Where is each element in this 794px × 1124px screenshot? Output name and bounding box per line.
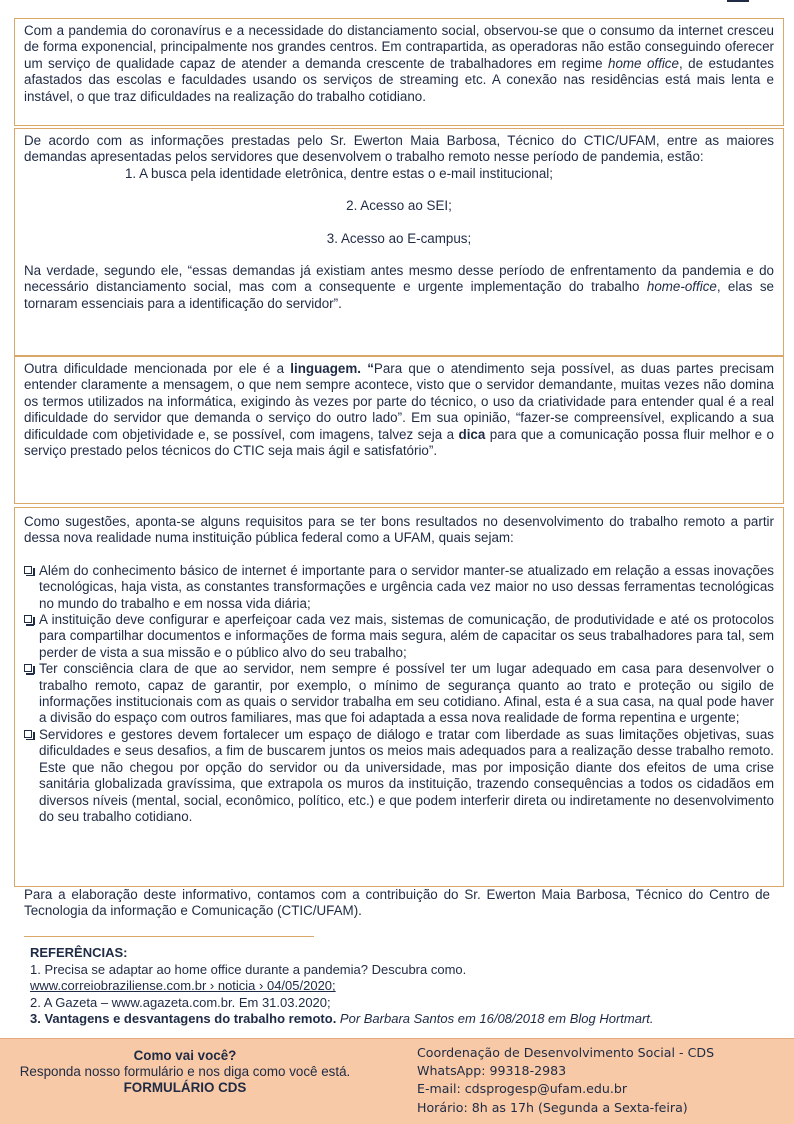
suggestion-text: Servidores e gestores devem fortalecer um espaço de diálogo e tratar com liberdade as suas limitações objetivas, suas dificuldades e seus desafios, a fim de buscarem juntos os meios mais adequados para a realização desse trabalho remoto. Este que não chegou por opção do servidor ou da universidade, mas por imposição diante dos efeitos de uma crise sanitária globalizada gravíssima, que extrapola os muros da instituição, trazendo consequências a todos os cidadãos em diversos níveis (mental, social, econômico, político, etc.) e que podem interferir direta ou indiretamente no desenvolvimento do seu trabalho cotidiano. (39, 726, 774, 824)
reference-2: 2. A Gazeta – www.agazeta.com.br. Em 31.03.2020; (30, 994, 331, 1010)
reference-1: 1. Precisa se adaptar ao home office durante a pandemia? Descubra como. (30, 961, 467, 977)
reference-1-link[interactable]: www.correiobraziliense.com.br › noticia › 04/05/2020; (30, 978, 336, 994)
top-rule (727, 0, 749, 2)
references-divider (24, 936, 314, 937)
footer-hours: Horário: 8h as 17h (Segunda a Sexta-feira) (417, 1099, 688, 1115)
checkbox-bullet-icon (24, 566, 32, 574)
suggestions-box (14, 507, 784, 887)
suggestion-text: Ter consciência clara de que ao servidor, nem sempre é possível ter um lugar adequado em casa para desenvolver o trabalho remoto, capaz de garantir, por exemplo, o mínimo de segurança quanto ao trato e proteção ou sigilo de informações institucionais com as quais o servidor trabalha em seu cotidiano. Afinal, esta é a sua casa, na qual pode haver a divisão do espaço com outros familiares, mas que foi adaptada a essa nova realidade de forma repentina e urgente; (39, 661, 774, 726)
language-text-1: Outra dificuldade mencionada por ele é a (24, 361, 291, 376)
footer-org: Coordenação de Desenvolvimento Social - CDS (417, 1045, 715, 1060)
demands-list (24, 166, 774, 247)
suggestion-item (24, 727, 774, 825)
footer-email[interactable]: E-mail: cdsprogesp@ufam.edu.br (417, 1081, 628, 1097)
closing-note (24, 887, 770, 920)
checkbox-bullet-icon (24, 730, 32, 738)
intro-text-em: home office (608, 55, 679, 71)
demands-outro (24, 263, 774, 312)
language-box (14, 356, 784, 504)
intro-text-b: , de estudantes afastados das escolas e faculdades usando os serviços de streaming etc. A conexão nas residências está mais lenta e instável, o que traz dificuldades na realização do trabalho cotidiano. (24, 55, 774, 104)
form-link[interactable]: FORMULÁRIO CDS (123, 1080, 247, 1095)
suggestions-list (24, 563, 774, 826)
closing-text: Para a elaboração deste informativo, contamos com a contribuição do Sr. Ewerton Maia Barbosa, Técnico do Centro de Tecnologia da informação e Comunicação (CTIC/UFAM). (24, 887, 770, 919)
demands-outro-a: Na verdade, segundo ele, “essas demandas já existiam antes mesmo desse período de enfrentamento da pandemia e do necessário distanciamento social, mas com a consequente e urgente implementação do trabalho (24, 263, 774, 295)
language-paragraph (24, 361, 774, 459)
suggestions-intro: Como sugestões, aponta-se alguns requisitos para se ter bons resultados no desenvolvimento do trabalho remoto a partir dessa nova realidade numa instituição pública federal como a UFAM, quais sejam: (24, 514, 774, 546)
footer-banner (0, 1038, 794, 1124)
suggestion-text: A instituição deve configurar e aperfeiçoar cada vez mais, sistemas de comunicação, de produtividade e até os protocolos para compartilhar documentos e informações de forma mais segura, além de capacitar os seus trabalhadores para tal, sem perder de vista a sua missão e o público alvo do seu trabalho; (39, 612, 774, 660)
references (30, 945, 770, 1028)
footer-question: Como vai você? (133, 1048, 237, 1063)
suggestion-text: Além do conhecimento básico de internet é importante para o servidor manter-se atualizado em relação a essas inovações tecnológicas, haja vista, as constantes transformações e urgência cada vez maior no uso dessas ferramentas tecnológicas no mundo do trabalho e em nossa vida diária; (39, 562, 774, 611)
reference-3 (30, 1011, 770, 1028)
footer-survey (14, 1048, 356, 1096)
intro-paragraph (24, 23, 774, 105)
checkbox-bullet-icon (24, 664, 32, 672)
language-text-2: Para que o atendimento seja possível, as duas partes precisam entender claramente a mensagem, o que nem sempre acontece, visto que o servidor demandante, muitas vezes não domina os termos utilizados na informática, exigindo às vezes por parte do técnico, o uso da criatividade para entender qual é a real dificuldade do servidor que demanda o serviço do outro lado”. Em sua opinião, “fazer-se compreensível, explicando a sua dificuldade com objetividade e, se possível, com imagens, talvez seja a (24, 361, 774, 442)
demands-intro: De acordo com as informações prestadas pelo Sr. Ewerton Maia Barbosa, Técnico do CTIC/UFAM, entre as maiores demandas apresentadas pelos servidores que desenvolvem o trabalho remoto nesse período de pandemia, estão: (24, 133, 774, 165)
references-heading: REFERÊNCIAS: (30, 945, 128, 960)
language-text-3: para que a comunicação possa fluir melhor e o serviço prestado pelos técnicos do CTIC seja mais ágil e satisfatório”. (24, 426, 775, 459)
footer-contact (417, 1044, 787, 1117)
checkbox-bullet-icon (24, 615, 32, 623)
language-bold-2: dica (458, 426, 486, 442)
demands-outro-b: , elas se tornaram essenciais para a identificação do servidor”. (24, 279, 775, 311)
suggestion-item (24, 661, 774, 727)
language-bold-1: linguagem. “ (290, 361, 374, 376)
reference-3-title: 3. Vantagens e desvantagens do trabalho remoto. (30, 1011, 337, 1027)
footer-invite: Responda nosso formulário e nos diga como você está. (19, 1064, 351, 1079)
demands-outro-em: home-office (646, 279, 717, 295)
intro-box (14, 18, 784, 126)
demand-item: 1. A busca pela identidade eletrônica, dentre estas o e-mail institucional; (124, 165, 554, 181)
demands-box (14, 128, 784, 356)
intro-text-a: Com a pandemia do coronavírus e a necessidade do distanciamento social, observou-se que o consumo da internet cresceu de forma exponencial, principalmente nos grandes centros. Em contrapartida, as operadoras não estão conseguindo oferecer um serviço de qualidade capaz de atender a demanda crescente de trabalhadores em regime (24, 23, 774, 71)
demand-item: 2. Acesso ao SEI; (346, 198, 452, 214)
suggestion-item (24, 563, 774, 612)
demand-item: 3. Acesso ao E-campus; (326, 230, 472, 246)
suggestion-item (24, 612, 774, 661)
reference-3-source: Por Barbara Santos em 16/08/2018 em Blog Hortmart. (336, 1011, 654, 1027)
footer-whatsapp: WhatsApp: 99318-2983 (417, 1063, 567, 1079)
